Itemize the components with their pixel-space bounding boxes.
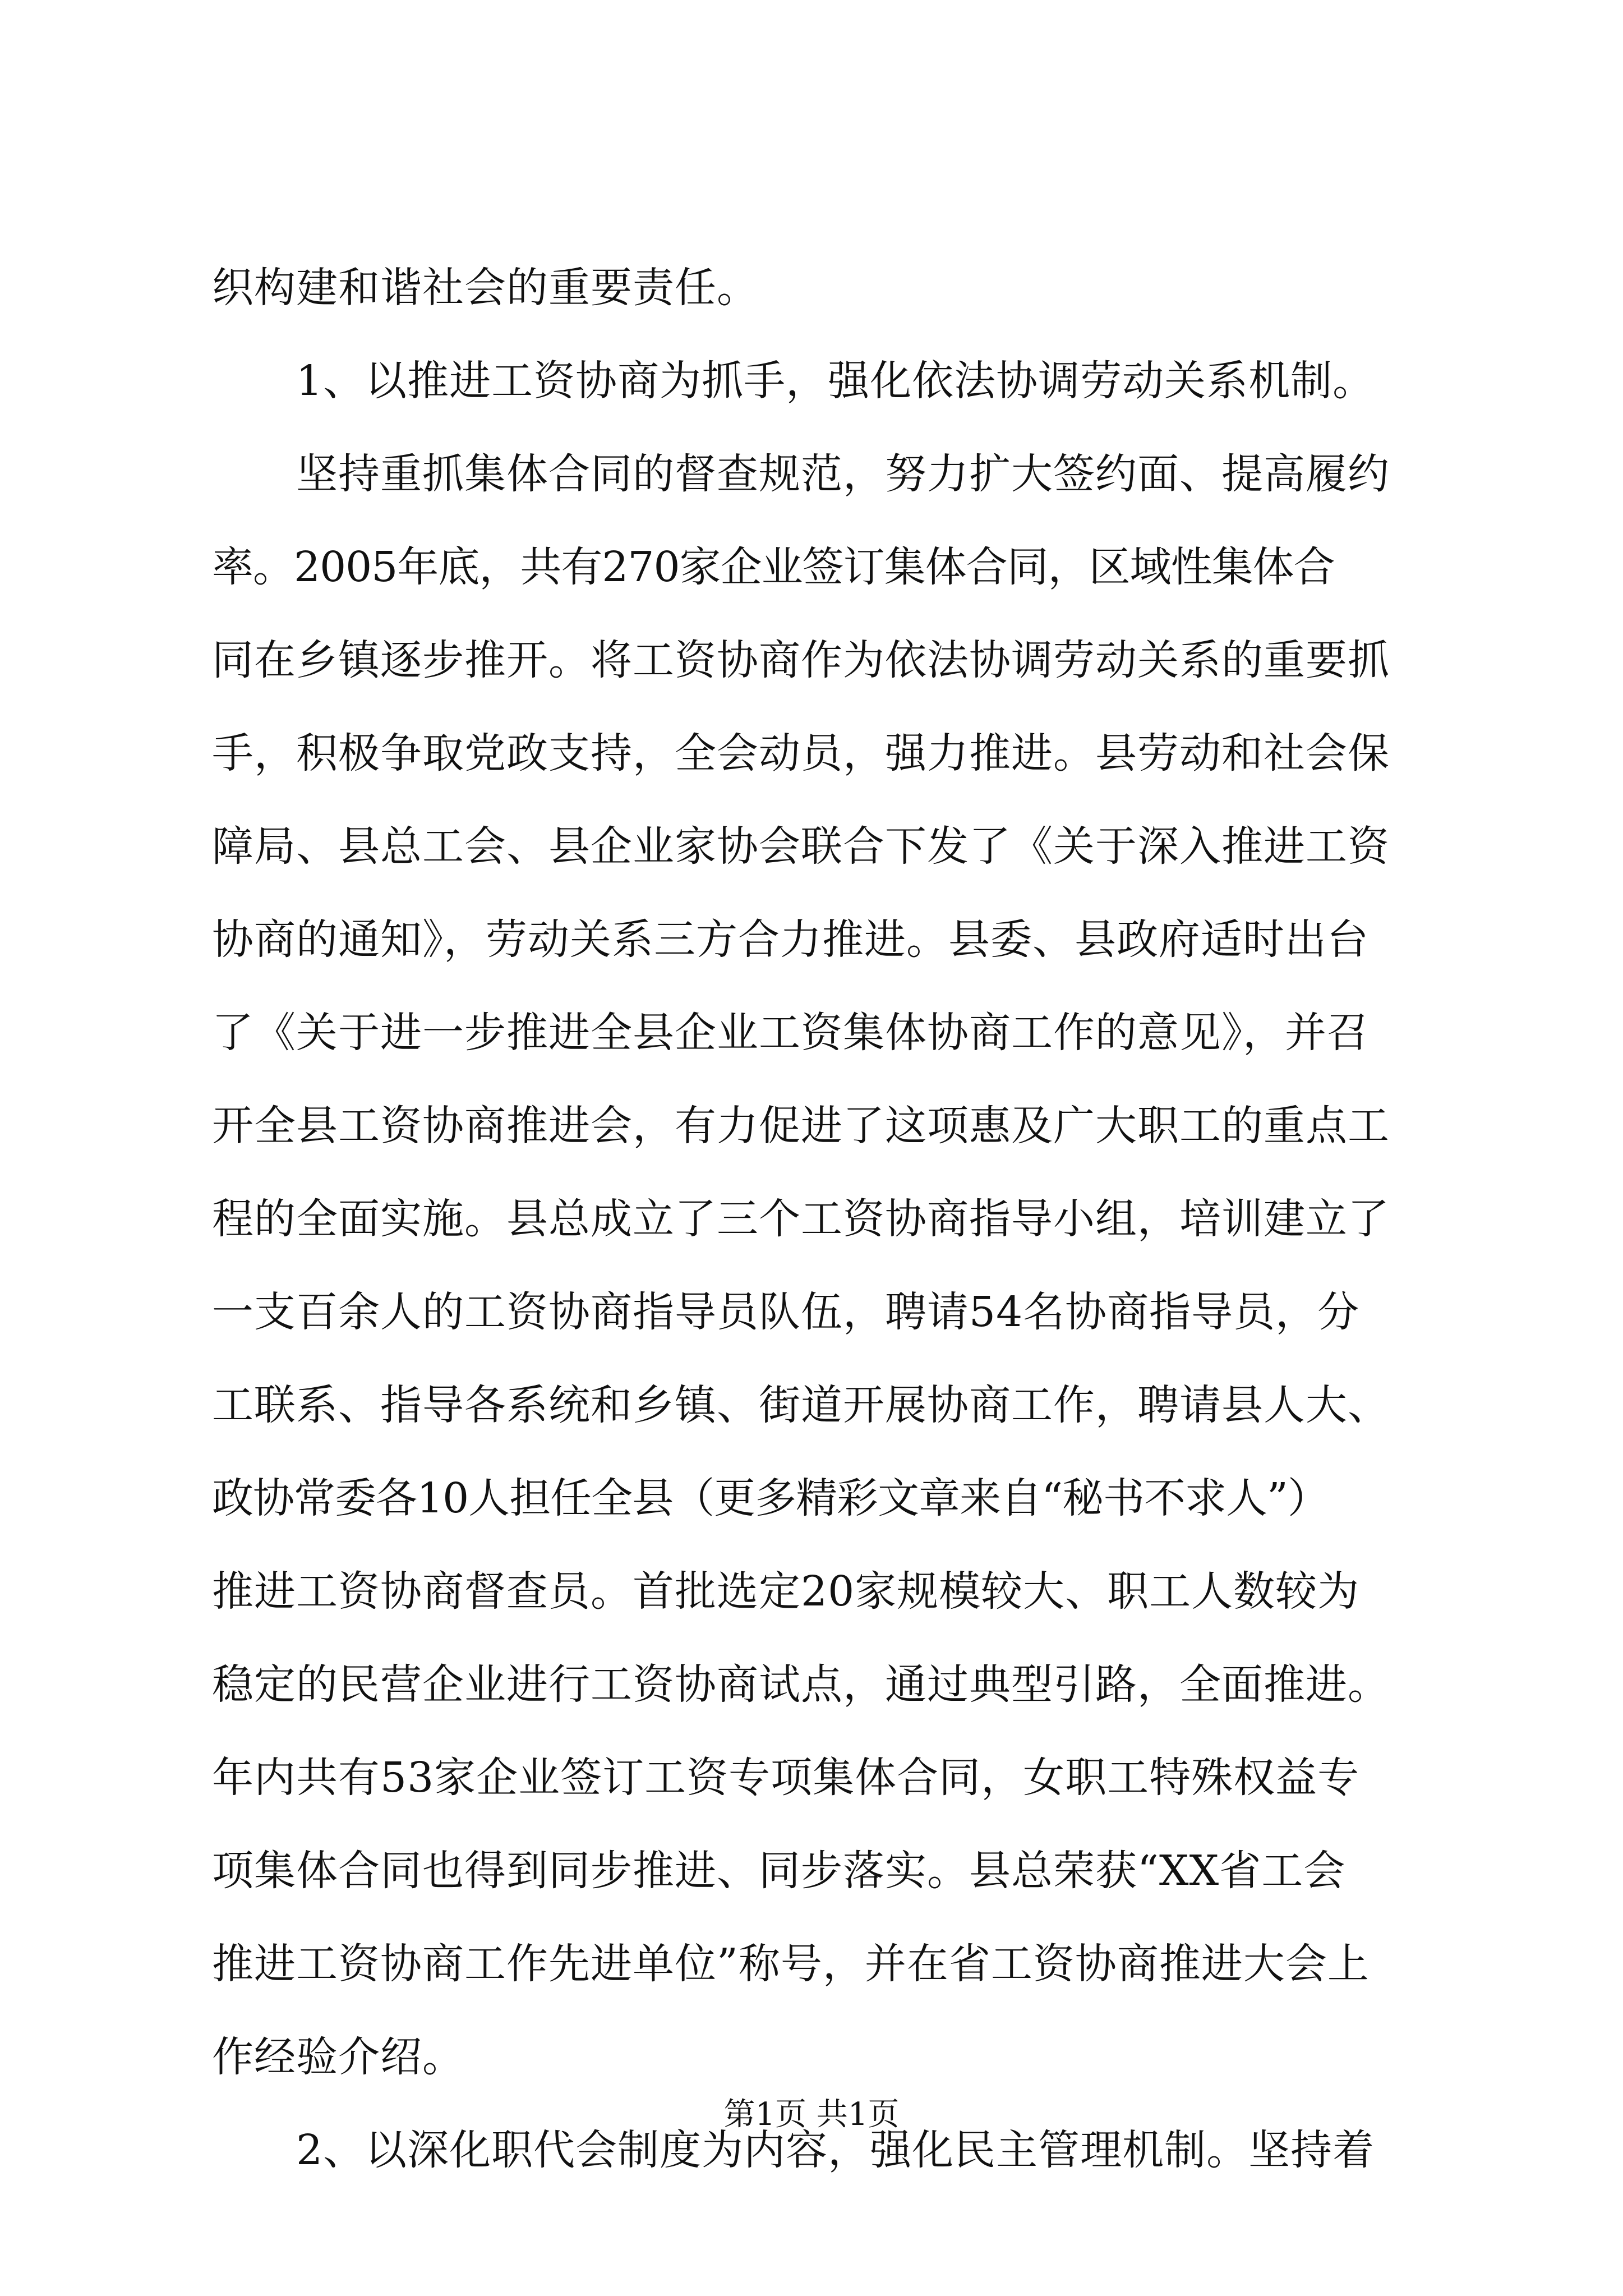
text-line-14: 政协常委各10人担任全县（更多精彩文章来自“秘书不求人”） [212,1474,1329,1522]
text-line-12: 一支百余人的工资协商指导员队伍，聘请54名协商指导员，分 [212,1288,1360,1336]
text-line-21: 2、以深化职代会制度为内容，强化民主管理机制。坚持着 [212,2126,1375,2174]
text-line-10: 开全县工资协商推进会，有力促进了这项惠及广大职工的重点工 [212,1102,1390,1150]
text-line-1: 织构建和谐社会的重要责任。 [212,264,759,312]
text-line-16: 稳定的民营企业进行工资协商试点，通过典型引路，全面推进。 [212,1660,1390,1709]
text-line-11: 程的全面实施。县总成立了三个工资协商指导小组，培训建立了 [212,1195,1390,1243]
page-footer [0,2092,1623,2137]
text-line-7: 障局、县总工会、县企业家协会联合下发了《关于深入推进工资 [212,822,1390,871]
text-line-15: 推进工资协商督查员。首批选定20家规模较大、职工人数较为 [212,1567,1360,1616]
text-line-9: 了《关于进一步推进全县企业工资集体协商工作的意见》，并召 [212,1009,1369,1057]
text-line-20: 作经验介绍。 [212,2033,464,2081]
text-line-18: 项集体合同也得到同步推进、同步落实。县总荣获“XX省工会 [212,1847,1346,1895]
text-line-17: 年内共有53家企业签订工资专项集体合同，女职工特殊权益专 [212,1754,1360,1802]
text-line-5: 同在乡镇逐步推开。将工资协商作为依法协调劳动关系的重要抓 [212,636,1390,684]
text-line-19: 推进工资协商工作先进单位”称号，并在省工资协商推进大会上 [212,1940,1370,1988]
text-line-3: 坚持重抓集体合同的督查规范，努力扩大签约面、提高履约 [212,450,1390,498]
text-line-8: 协商的通知》，劳动关系三方合力推进。县委、县政府适时出台 [212,915,1369,964]
text-line-6: 手，积极争取党政支持，全会动员，强力推进。县劳动和社会保 [212,729,1390,777]
text-line-13: 工联系、指导各系统和乡镇、街道开展协商工作，聘请县人大、 [212,1381,1390,1429]
text-line-2: 1、以推进工资协商为抓手，强化依法协调劳动关系机制。 [212,357,1375,405]
text-line-4: 率。2005年底，共有270家企业签订集体合同，区域性集体合 [212,543,1335,591]
document-body [212,241,1412,2197]
page-number-label: 第1页 共1页 [723,2096,900,2133]
